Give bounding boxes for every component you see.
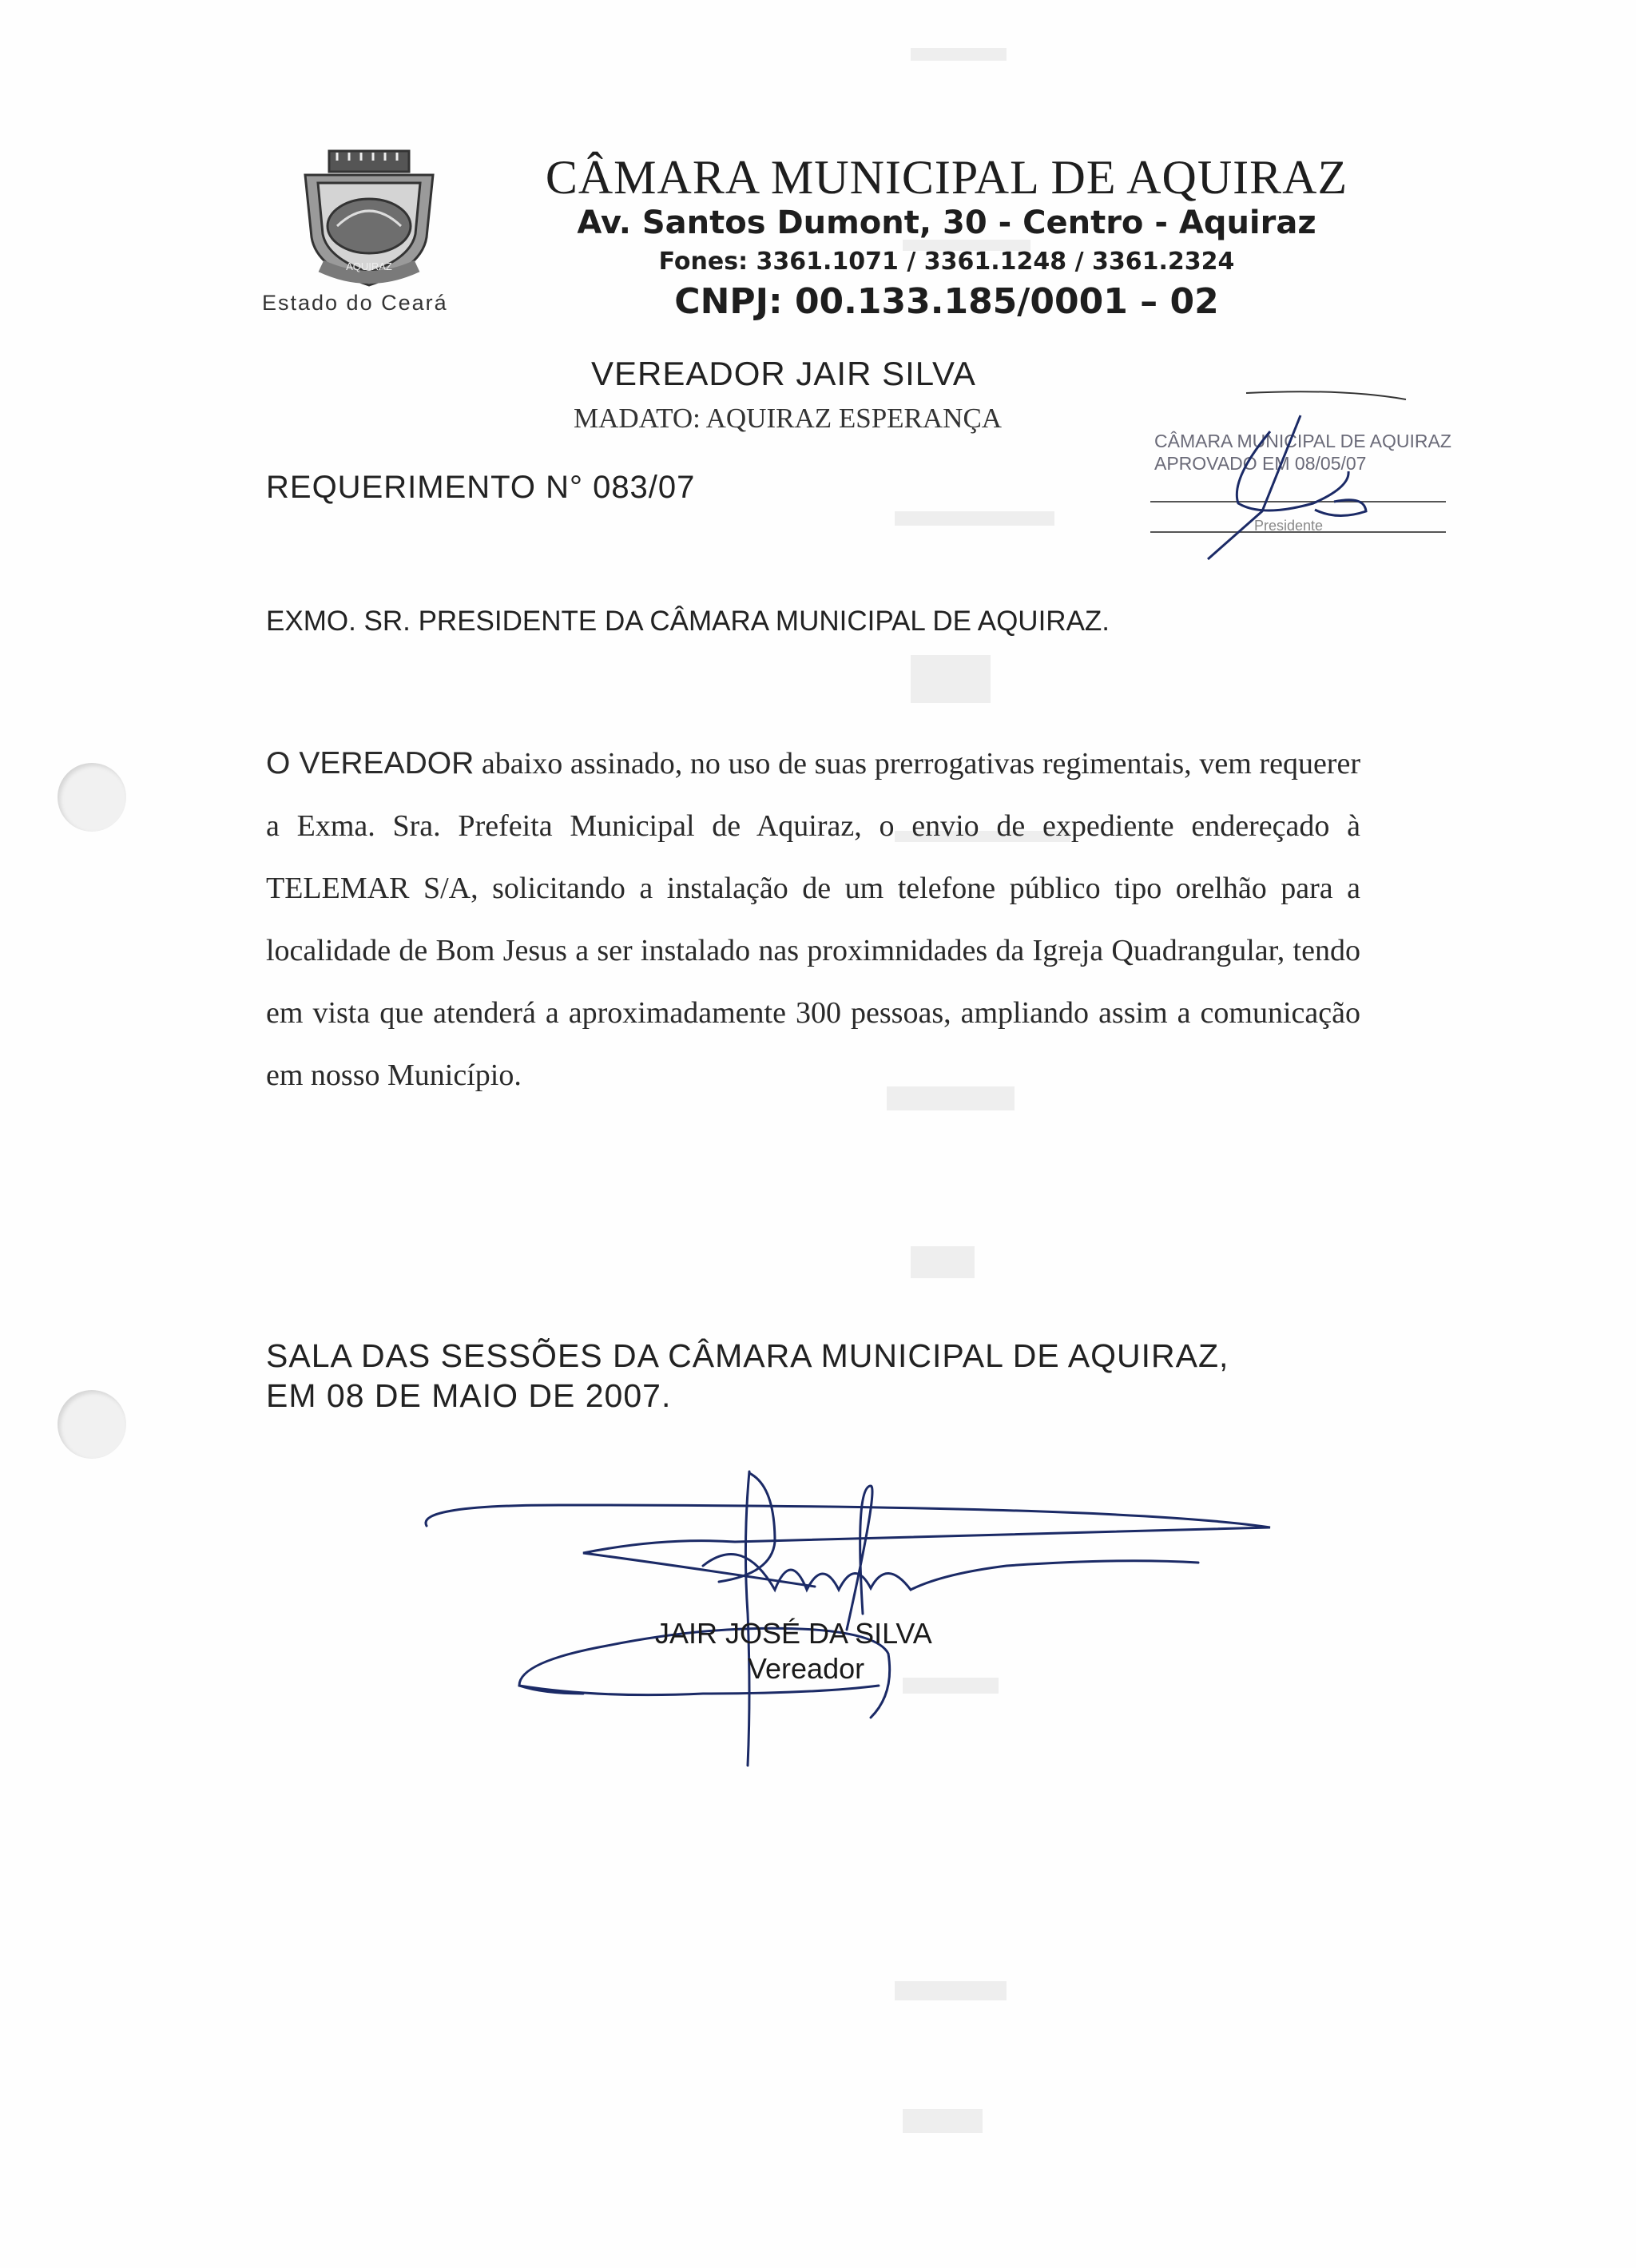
body-lead: O VEREADOR [266,746,475,780]
request-body [266,733,1360,1106]
signer-role: Vereador [748,1652,865,1685]
councilor-name: VEREADOR JAIR SILVA [591,355,976,392]
svg-text:AQUIRAZ: AQUIRAZ [346,260,392,272]
document-number: REQUERIMENTO N° 083/07 [266,470,696,505]
punch-hole-bottom [58,1390,126,1459]
councilor-mandate: MADATO: AQUIRAZ ESPERANÇA [574,403,1003,434]
institution-cnpj: CNPJ: 00.133.185/0001 – 02 [674,281,1219,322]
body-text: abaixo assinado, no uso de suas prerrogativas regimentais, vem requerer a Exma. Sra. Prefeita Municipal de Aquiraz, o envio de expediente endereçado à TELEMAR S/A, solicitando a instalação de um telefone público tipo orelhão para a localidade de Bom Jesus a ser instalado nas proximnidades da Igreja Quadrangular, tendo em vista que atenderá a aproximadamente 300 pessoas, ampliando assim a comunicação em nosso Município. [266,747,1360,1092]
punch-hole-top [58,763,126,832]
signer-name: JAIR JOSÉ DA SILVA [655,1617,932,1650]
institution-address: Av. Santos Dumont, 30 - Centro - Aquiraz [577,205,1316,241]
institution-phones: Fones: 3361.1071 / 3361.1248 / 3361.2324 [658,248,1235,276]
svg-text:Presidente: Presidente [1254,518,1324,534]
municipal-crest-icon [289,148,449,292]
institution-title: CÂMARA MUNICIPAL DE AQUIRAZ [545,151,1348,204]
addressee-line: EXMO. SR. PRESIDENTE DA CÂMARA MUNICIPAL DE AQUIRAZ. [266,606,1110,637]
bleed-through-text [879,0,1342,2268]
svg-text:CÂMARA MUNICIPAL DE AQUIRAZ: CÂMARA MUNICIPAL DE AQUIRAZ [1154,431,1451,451]
state-label: Estado do Ceará [262,291,448,315]
svg-text:APROVADO EM 08/05/07: APROVADO EM 08/05/07 [1154,453,1367,474]
approval-stamp [1142,383,1462,575]
session-place-date [266,1336,1229,1416]
session-date: EM 08 DE MAIO DE 2007. [266,1377,672,1414]
session-place: SALA DAS SESSÕES DA CÂMARA MUNICIPAL DE AQUIRAZ, [266,1337,1229,1374]
